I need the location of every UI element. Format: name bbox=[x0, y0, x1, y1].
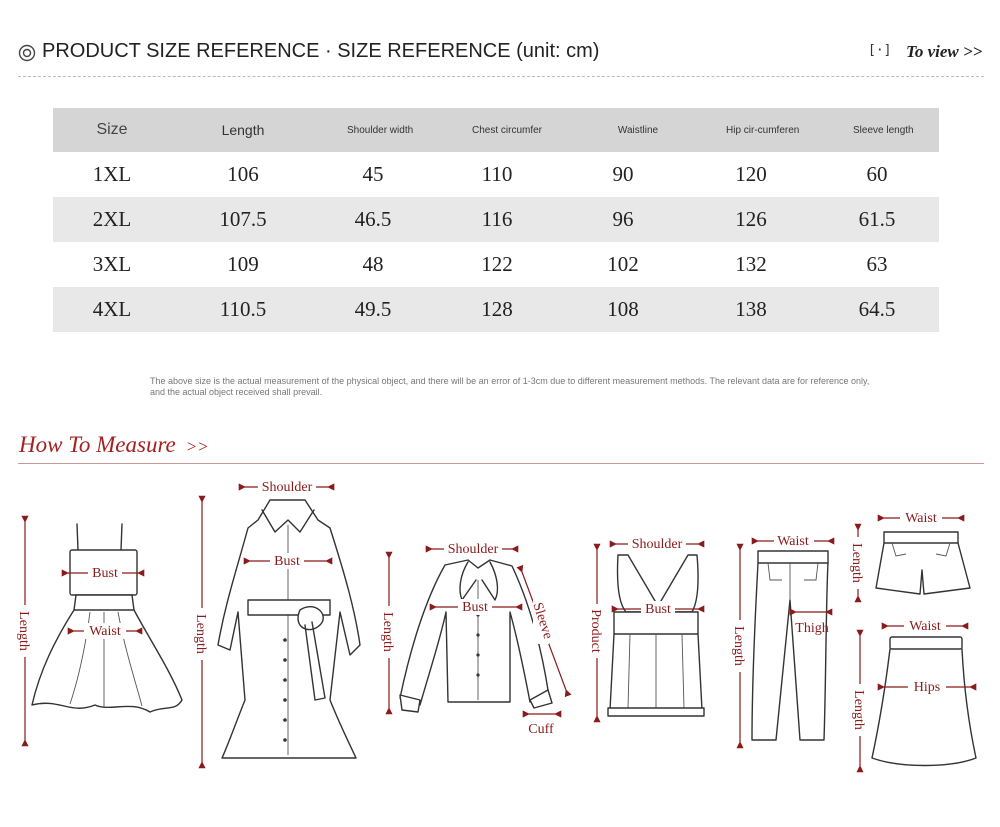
dress-length-label: Length bbox=[16, 611, 31, 651]
table-row bbox=[53, 287, 939, 332]
coat-shoulder-marker bbox=[245, 479, 328, 495]
column-header-waistline: Waistline bbox=[617, 124, 659, 136]
coat-length-label: Length bbox=[193, 614, 208, 654]
table-row bbox=[53, 197, 939, 242]
blouse-sleeve-marker bbox=[522, 572, 566, 690]
measurement-cell: 122 bbox=[481, 252, 513, 276]
pants-waist-label: Waist bbox=[777, 534, 809, 549]
skirt-length-label: Length bbox=[851, 690, 866, 730]
header-divider bbox=[18, 76, 984, 77]
pants-diagram bbox=[731, 533, 829, 742]
measurement-cell: 45 bbox=[362, 162, 384, 186]
measurement-cell: 63 bbox=[866, 252, 888, 276]
column-header-shoulder: Shoulder width bbox=[347, 124, 414, 136]
camisole-length-marker bbox=[588, 550, 605, 716]
shorts-length-label: Length bbox=[849, 543, 864, 583]
measurement-cell: 126 bbox=[735, 207, 767, 231]
coat-bust-marker bbox=[250, 553, 326, 569]
blouse-cuff-marker bbox=[528, 714, 555, 737]
measurement-cell: 132 bbox=[735, 252, 767, 276]
column-header-chest: Chest circumfer bbox=[472, 124, 543, 136]
measurement-cell: 90 bbox=[612, 162, 634, 186]
measurement-cell: 120 bbox=[735, 162, 767, 186]
measurement-cell: 106 bbox=[227, 162, 259, 186]
column-header-length: Length bbox=[221, 122, 265, 138]
expand-icon[interactable]: [·] bbox=[868, 43, 892, 58]
skirt-hips-marker bbox=[884, 679, 970, 695]
dress-waist-label: Waist bbox=[89, 624, 121, 639]
how-to-measure-title bbox=[19, 432, 209, 458]
column-header-hip: Hip cir-cumferen bbox=[726, 124, 800, 136]
measurement-cell: 108 bbox=[607, 297, 639, 321]
dress-waist-marker bbox=[74, 623, 136, 639]
measurement-cell: 46.5 bbox=[354, 207, 392, 231]
measurement-cell: 102 bbox=[607, 252, 639, 276]
camisole-shoulder-marker bbox=[616, 536, 698, 552]
column-header-sleeve: Sleeve length bbox=[853, 124, 914, 136]
blouse-diagram bbox=[380, 541, 566, 737]
shorts-length-marker bbox=[849, 530, 866, 596]
blouse-cuff-label: Cuff bbox=[528, 722, 554, 737]
blouse-bust-marker bbox=[436, 599, 516, 615]
pants-length-marker bbox=[731, 550, 748, 742]
blouse-bust-label: Bust bbox=[462, 600, 488, 615]
measurement-cell: 110.5 bbox=[219, 297, 267, 321]
pants-length-label: Length bbox=[731, 626, 746, 666]
skirt-hips-label: Hips bbox=[913, 680, 941, 695]
coat-length-marker bbox=[193, 502, 210, 762]
size-table bbox=[53, 108, 939, 332]
size-cell: 3XL bbox=[92, 252, 132, 276]
table-row bbox=[53, 242, 939, 287]
coat-shoulder-label: Shoulder bbox=[261, 480, 313, 495]
blouse-length-label: Length bbox=[380, 612, 395, 652]
page-title: PRODUCT SIZE REFERENCE · SIZE REFERENCE (unit: cm) bbox=[42, 40, 600, 62]
blouse-sleeve-label: Sleeve bbox=[529, 600, 556, 641]
coat-bust-label: Bust bbox=[274, 554, 300, 569]
table-header-row bbox=[53, 108, 939, 152]
shorts-diagram bbox=[849, 510, 970, 596]
measurement-cell: 138 bbox=[735, 297, 767, 321]
skirt-waist-marker bbox=[888, 618, 962, 634]
dress-length-marker bbox=[16, 522, 33, 740]
shorts-waist-marker bbox=[884, 510, 958, 526]
dress-bust-label: Bust bbox=[92, 566, 118, 581]
table-body bbox=[53, 152, 939, 332]
measurement-cell: 128 bbox=[481, 297, 513, 321]
measurement-cell: 110 bbox=[481, 162, 513, 186]
measurement-cell: 61.5 bbox=[858, 207, 896, 231]
measurement-note: The above size is the actual measurement of the physical object, and there will be an error of 1-3cm due to different measurement methods. The relevant data are for reference only, and the actual object received shall prevail. bbox=[150, 376, 870, 397]
camisole-diagram bbox=[588, 536, 704, 716]
shorts-waist-label: Waist bbox=[905, 511, 937, 526]
measurement-cell: 48 bbox=[362, 252, 384, 276]
skirt-waist-label: Waist bbox=[909, 619, 941, 634]
to-view-link[interactable]: To view >> bbox=[906, 42, 983, 61]
pants-waist-marker bbox=[758, 533, 828, 549]
measurement-cell: 96 bbox=[612, 207, 634, 231]
skirt-diagram bbox=[851, 618, 976, 766]
blouse-length-marker bbox=[380, 558, 397, 708]
measurement-cell: 49.5 bbox=[354, 297, 392, 321]
table-row bbox=[53, 152, 939, 197]
dress-diagram bbox=[16, 522, 182, 740]
target-icon bbox=[18, 44, 36, 62]
coat-diagram bbox=[193, 479, 360, 762]
garment-measure-diagrams bbox=[0, 470, 1000, 827]
coat-buttons bbox=[283, 638, 287, 742]
camisole-shoulder-label: Shoulder bbox=[631, 537, 683, 552]
measurement-cell: 116 bbox=[481, 207, 513, 231]
measurement-cell: 109 bbox=[227, 252, 259, 276]
pants-thigh-marker bbox=[795, 612, 828, 636]
camisole-product-label: Product bbox=[588, 609, 603, 653]
how-to-measure-divider bbox=[18, 463, 984, 464]
how-to-measure-arrows: >> bbox=[185, 437, 209, 456]
measurement-cell: 64.5 bbox=[858, 297, 896, 321]
blouse-shoulder-marker bbox=[432, 541, 512, 557]
blouse-shoulder-label: Shoulder bbox=[447, 542, 499, 557]
column-header-size: Size bbox=[96, 121, 128, 138]
measurement-cell: 60 bbox=[866, 162, 888, 186]
size-cell: 1XL bbox=[92, 162, 132, 186]
camisole-bust-label: Bust bbox=[645, 602, 671, 617]
measurement-cell: 107.5 bbox=[219, 207, 267, 231]
skirt-length-marker bbox=[851, 636, 868, 766]
how-to-measure-label: How To Measure bbox=[19, 432, 176, 457]
size-cell: 4XL bbox=[92, 297, 132, 321]
page-header bbox=[18, 38, 984, 78]
pants-thigh-label: Thigh bbox=[795, 621, 829, 636]
size-cell: 2XL bbox=[92, 207, 132, 231]
